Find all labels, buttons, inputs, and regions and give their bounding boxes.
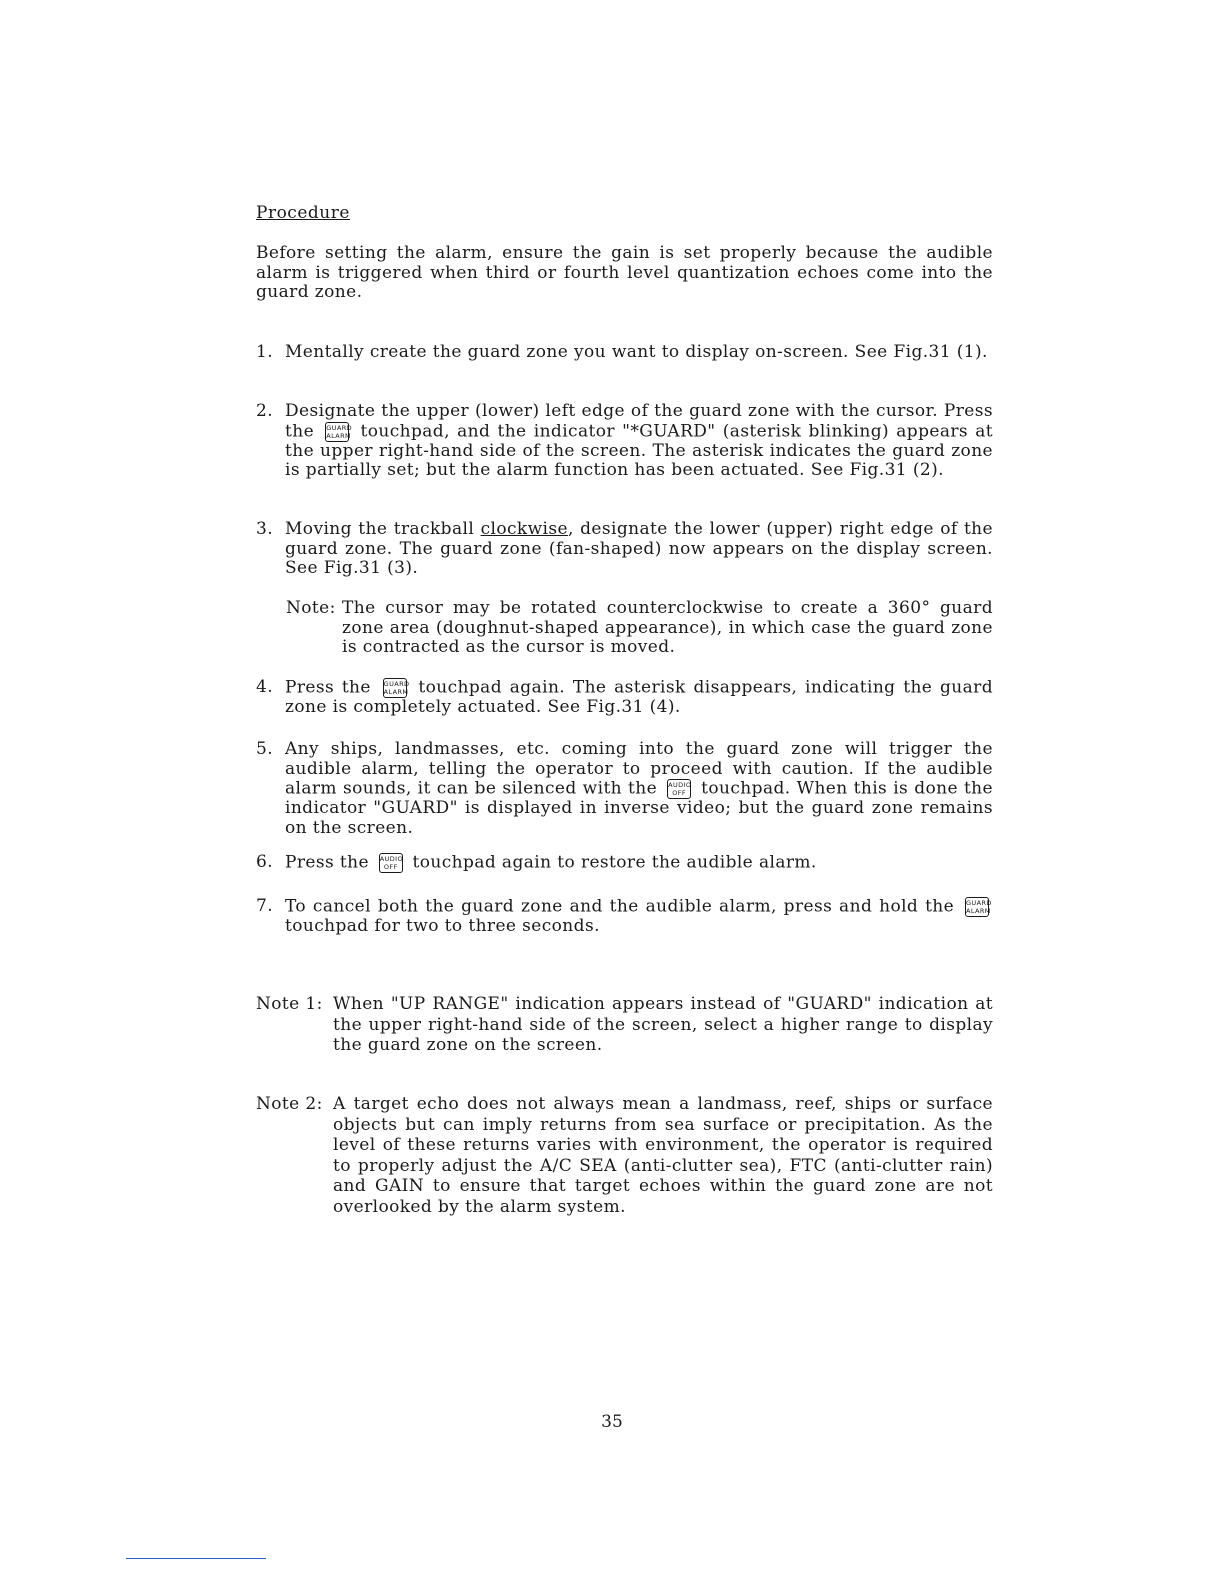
- page-number: 35: [601, 1412, 623, 1432]
- audio-off-key-icon: AUDIO OFF: [379, 855, 403, 871]
- note-text: A target echo does not always mean a landmass, reef, ships or surface objects but can imply returns from sea surface or precipitation. As the level of these returns varies with environment, the operator is required to properly adjust the A/C SEA (anti-clutter sea), FTC (anti-clutter rain) and GAIN to ensure that target echoes within the guard zone are not overlooked by the alarm system.: [333, 1094, 993, 1217]
- note-1: [256, 994, 993, 1056]
- step-number: 2.: [256, 401, 274, 421]
- step-6: [256, 853, 993, 873]
- step-text: Mentally create the guard zone you want to display on-screen. See Fig.31 (1).: [285, 342, 988, 362]
- note-label: Note 2:: [256, 1094, 323, 1114]
- step-text: Any ships, landmasses, etc. coming into the guard zone will trigger the audible alarm, telling the operator to proceed with caution. If the audible alarm sounds, it can be silenced with the AUDIO OFF touchpad. When this is done the indicator "GUARD" is displayed in inverse video; but the guard zone remains on the screen.: [285, 739, 993, 838]
- audio-off-key-icon: AUDIO OFF: [668, 781, 692, 797]
- step-number: 4.: [256, 677, 274, 697]
- step-2: [256, 402, 993, 481]
- note-2: [256, 1094, 993, 1217]
- step-5: [256, 740, 993, 838]
- step-text: Designate the upper (lower) left edge of the guard zone with the cursor. Press the GUARD ALARM touchpad, and the indicator "*GUARD" (asterisk blinking) appears at the upper right-hand side of the screen. The asterisk indicates the guard zone is partially set; but the alarm function has been actuated. See Fig.31 (2).: [285, 401, 993, 480]
- step-7: [256, 897, 993, 937]
- guard-alarm-key-icon: GUARD ALARM: [383, 680, 410, 696]
- step-3: [256, 520, 993, 579]
- section-heading: Procedure: [256, 203, 350, 223]
- step-number: 3.: [256, 519, 274, 539]
- step-note: [286, 599, 993, 658]
- step-number: 5.: [256, 739, 274, 759]
- guard-alarm-key-icon: GUARD ALARM: [326, 423, 353, 440]
- note-text: The cursor may be rotated counterclockwise to create a 360° guard zone area (doughnut-shaped appearance), in which case the guard zone is contracted as the cursor is moved.: [342, 598, 993, 657]
- note-label: Note 1:: [256, 994, 323, 1014]
- intro-paragraph: Before setting the alarm, ensure the gain is set properly because the audible alarm is triggered when third or fourth level quantization echoes come into the guard zone.: [256, 243, 993, 302]
- guard-alarm-key-icon: GUARD ALARM: [966, 899, 992, 915]
- step-number: 7.: [256, 896, 274, 916]
- step-text: To cancel both the guard zone and the audible alarm, press and hold the GUARD ALARM touchpad for two to three seconds.: [285, 896, 992, 936]
- step-text: Press the GUARD ALARM touchpad again. The asterisk disappears, indicating the guard zone is completely actuated. See Fig.31 (4).: [285, 677, 993, 717]
- footnote-divider: [126, 1558, 266, 1559]
- step-text: Moving the trackball clockwise, designate the lower (upper) right edge of the guard zone. The guard zone (fan-shaped) now appears on the display screen. See Fig.31 (3).: [285, 519, 993, 578]
- step-4: [256, 678, 993, 718]
- step-number: 1.: [256, 342, 274, 362]
- note-label: Note:: [286, 598, 336, 618]
- step-text: Press the AUDIO OFF touchpad again to restore the audible alarm.: [285, 852, 817, 873]
- step-number: 6.: [256, 852, 274, 872]
- note-text: When "UP RANGE" indication appears instead of "GUARD" indication at the upper right-hand side of the screen, select a higher range to display the guard zone on the screen.: [333, 994, 993, 1055]
- step-1: [256, 343, 993, 363]
